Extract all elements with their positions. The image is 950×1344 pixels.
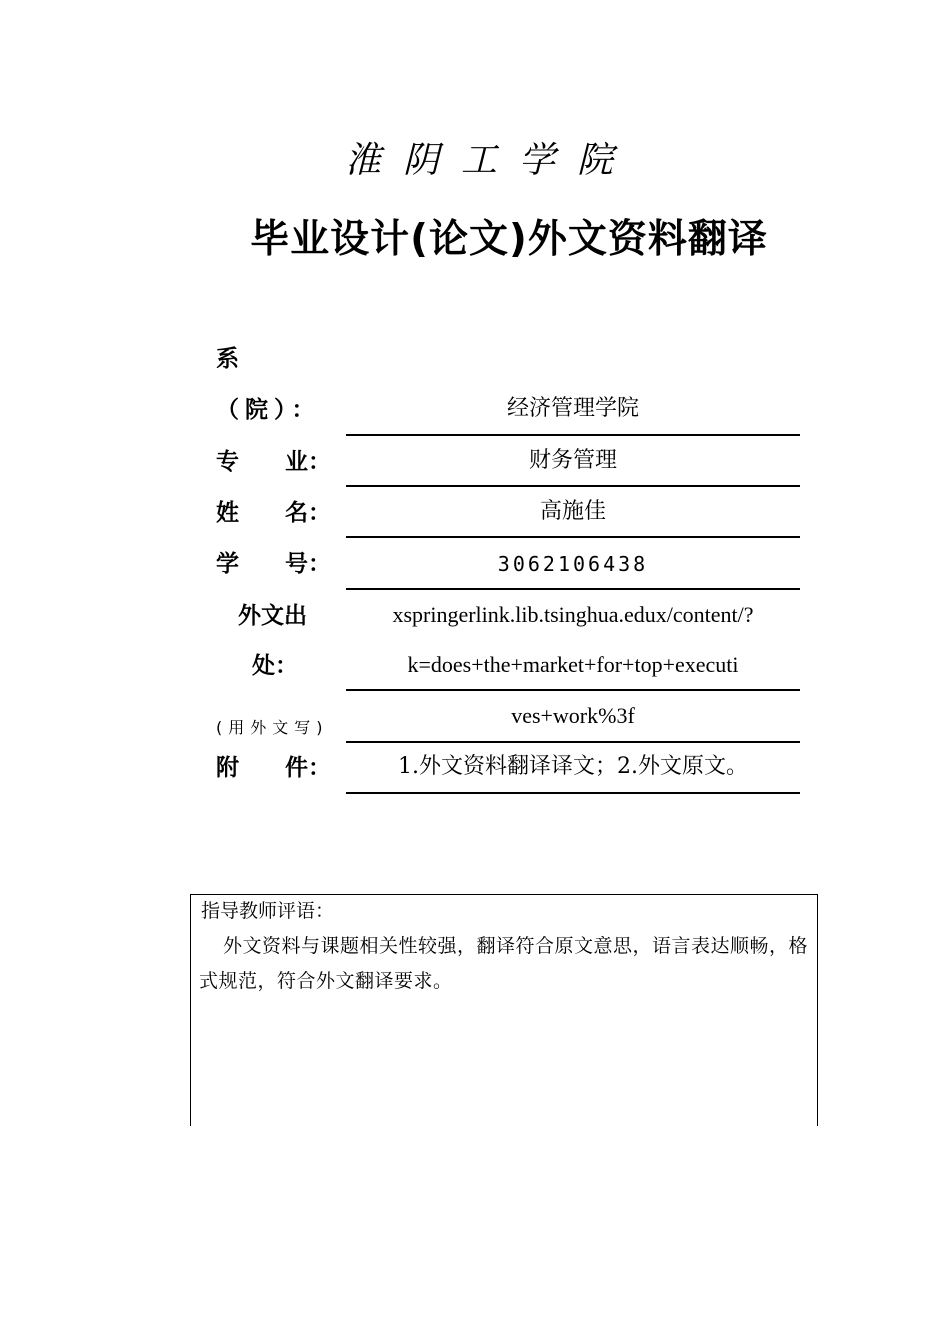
department-label-line1: 系 bbox=[216, 346, 239, 372]
review-heading: 指导教师评语： bbox=[201, 900, 335, 922]
source-underline-1 bbox=[346, 689, 800, 691]
major-underline bbox=[346, 485, 800, 487]
name-value: 高施佳 bbox=[539, 499, 606, 524]
source-underline-2 bbox=[346, 741, 800, 743]
major-value: 财务管理 bbox=[528, 448, 617, 473]
attachment-underline bbox=[346, 792, 800, 794]
student-id-value: 3062106438 bbox=[497, 552, 649, 576]
name-underline bbox=[346, 536, 800, 538]
department-value: 经济管理学院 bbox=[506, 396, 639, 421]
source-value-line1: xspringerlink.lib.tsinghua.edux/content/? bbox=[392, 602, 754, 627]
major-label: 专 业： bbox=[216, 449, 331, 475]
department-label-line2: （院）： bbox=[216, 397, 321, 423]
student-id-label: 学 号： bbox=[216, 551, 331, 577]
source-value-line3: ves+work%3f bbox=[511, 703, 635, 728]
source-label-line2: 处： bbox=[252, 653, 298, 679]
name-label: 姓 名： bbox=[216, 500, 331, 526]
attachment-value: 1.外文资料翻译译文；2.外文原文。 bbox=[398, 754, 748, 779]
source-label-line1: 外文出 bbox=[238, 603, 307, 629]
student-id-underline bbox=[346, 588, 800, 590]
document-title: 毕业设计(论文)外文资料翻译 bbox=[250, 217, 768, 262]
review-body: 外文资料与课题相关性较强，翻译符合原文意思，语言表达顺畅，格式规范，符合外文翻译要求。 bbox=[199, 935, 809, 992]
attachment-label: 附 件： bbox=[216, 755, 331, 781]
review-box bbox=[190, 894, 818, 1126]
source-label-note: (用外文写) bbox=[216, 718, 329, 737]
source-value-line2: k=does+the+market+for+top+executi bbox=[407, 652, 739, 677]
department-underline bbox=[346, 434, 800, 436]
school-name: 淮阴工学院 bbox=[344, 140, 635, 181]
